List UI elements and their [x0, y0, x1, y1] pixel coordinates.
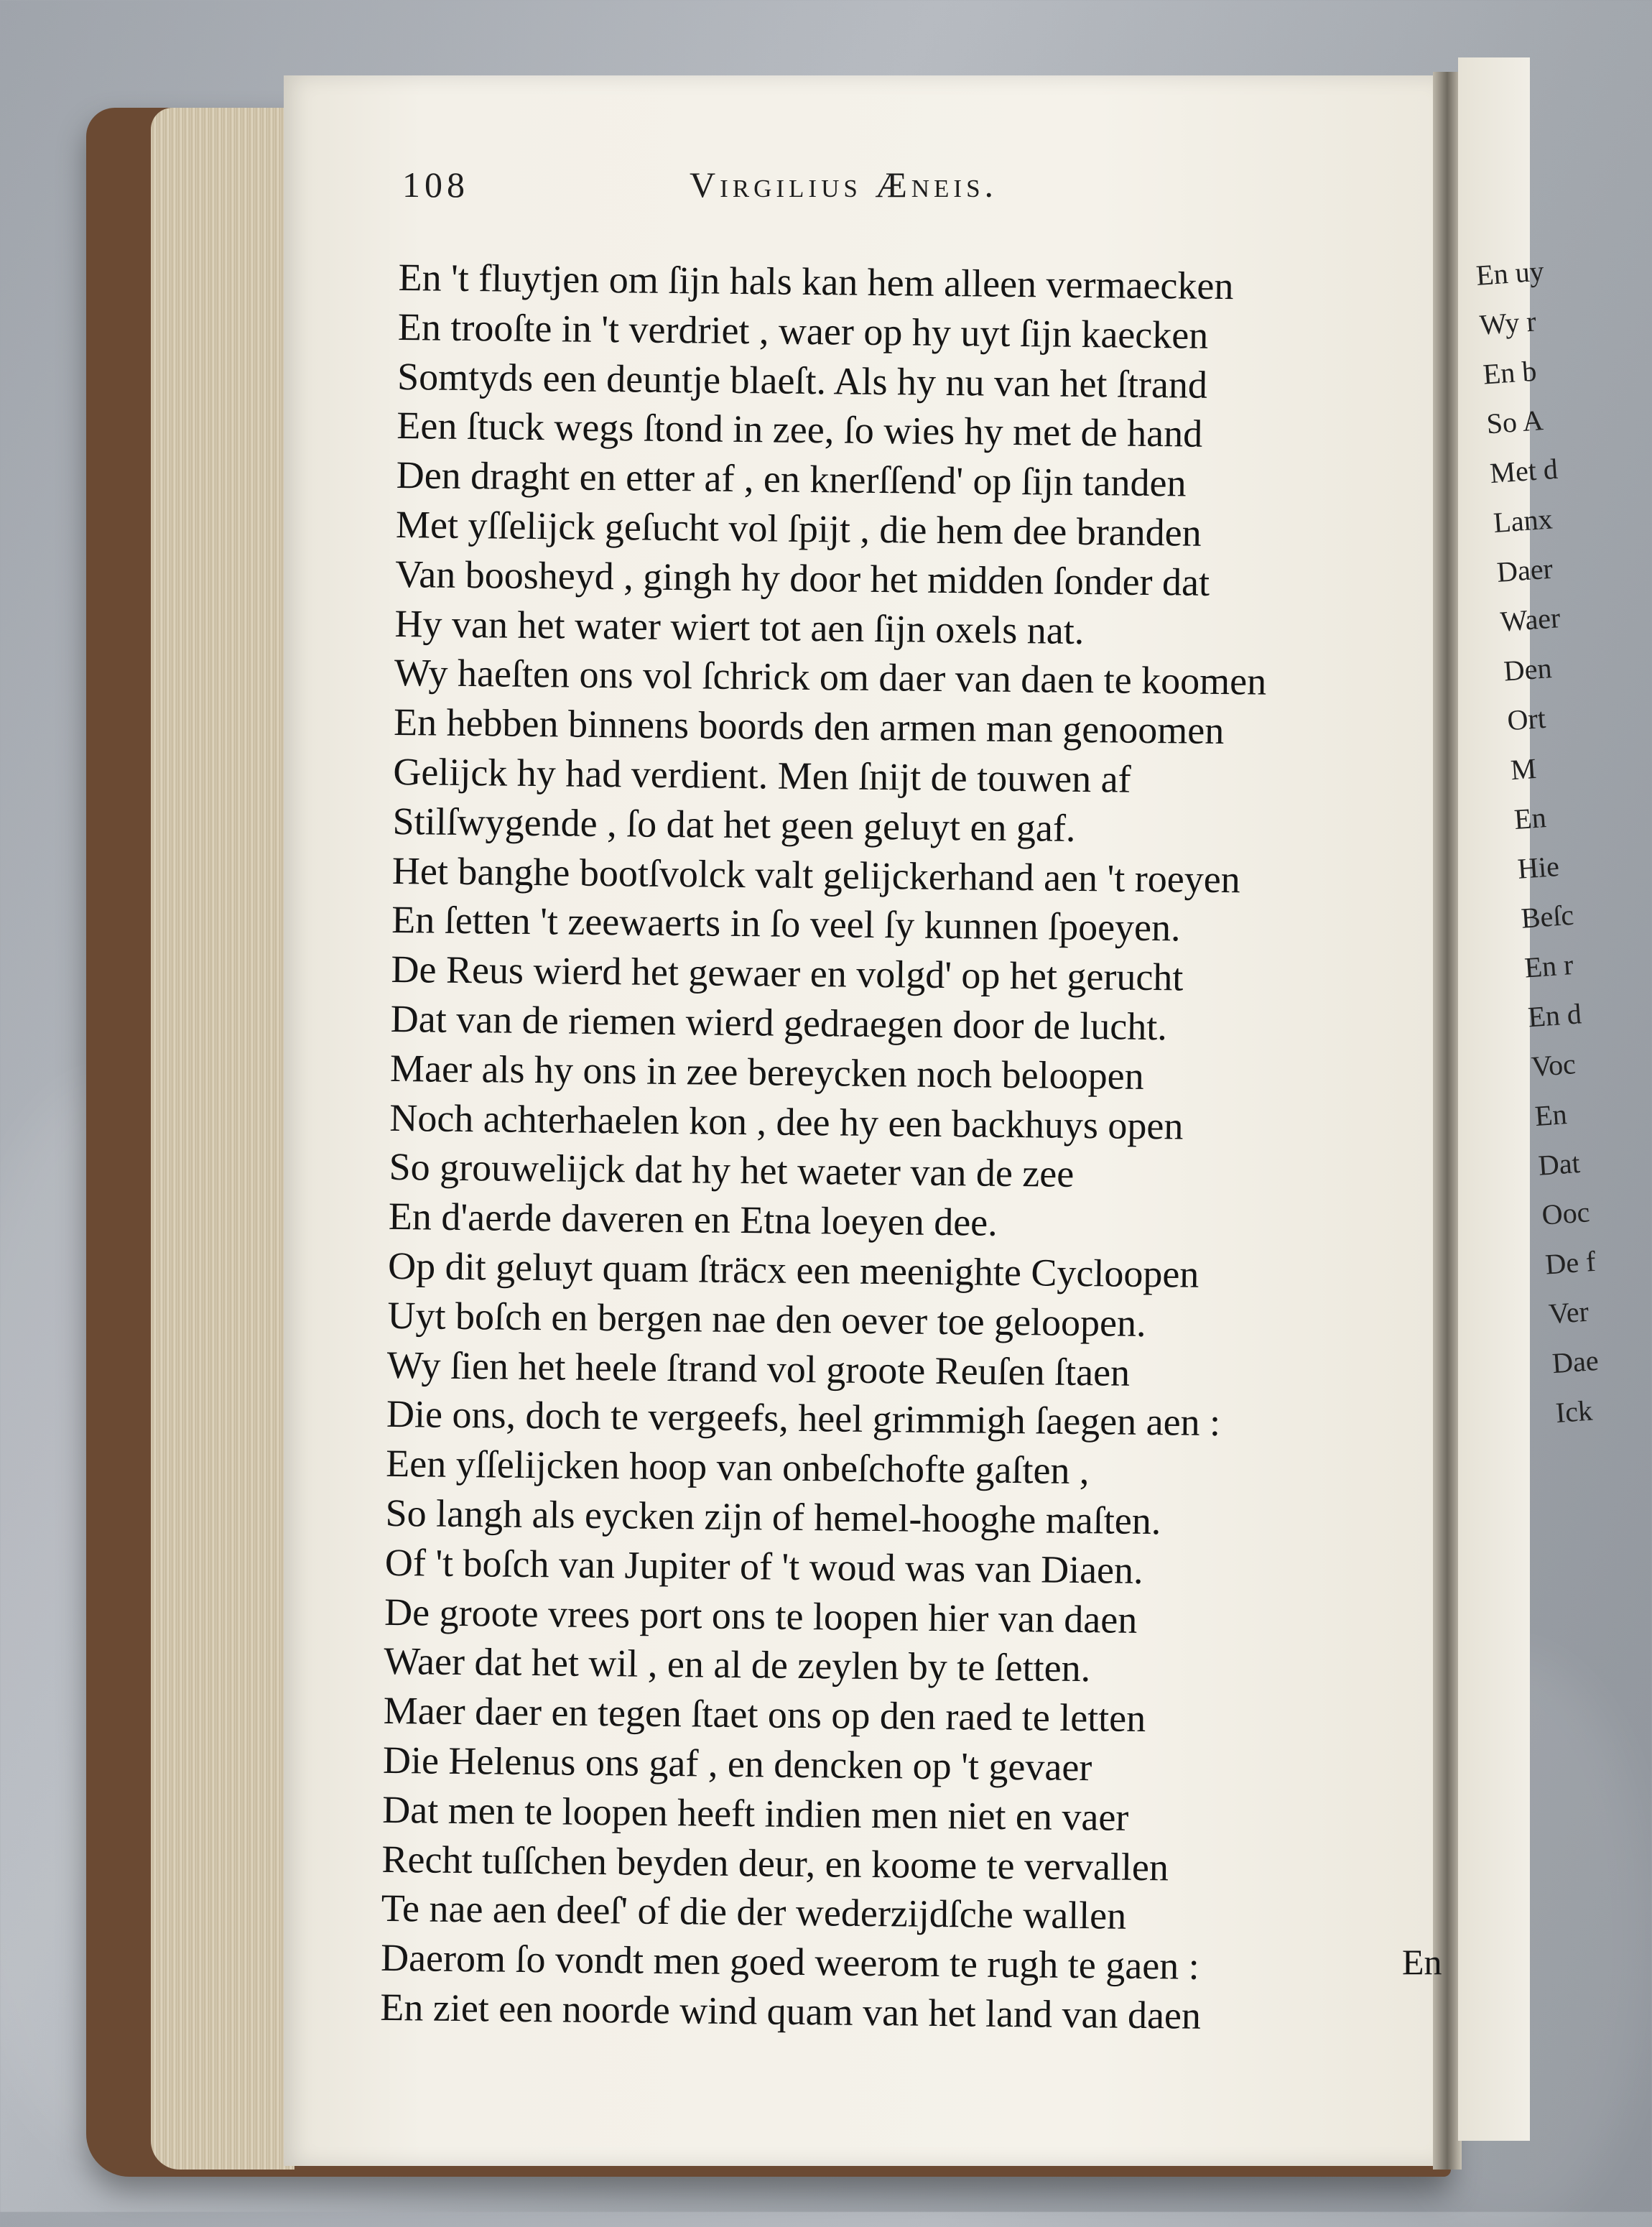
verse-line: En d'aerde daveren en Etna loeyen dee.	[388, 1195, 998, 1244]
verse-line: En trooſte in 't verdriet , waer op hy uyt ſijn kaecken	[397, 305, 1209, 357]
facing-page-fragment: Waer	[1499, 601, 1561, 638]
verse-line: En ziet een noorde wind quam van het land van daen	[380, 1985, 1202, 2037]
verse-line: Wy ſien het heele ſtrand vol groote Reuſen ſtaen	[386, 1343, 1131, 1394]
facing-page-fragment: En	[1533, 1098, 1568, 1133]
facing-page-fragment: Hie	[1516, 849, 1561, 885]
verse-line: Stilſwygende , ſo dat het geen geluyt en gaf.	[392, 799, 1076, 850]
page-edges	[151, 108, 294, 2170]
catchword: En	[1402, 1942, 1442, 1982]
verse-text	[380, 253, 1419, 2042]
facing-page-fragment: De f	[1544, 1244, 1597, 1281]
verse-line: De Reus wierd het gewaer en volgd' op het gerucht	[391, 948, 1184, 999]
verse-line: Die Helenus ons gaf , en dencken op 't gevaer	[382, 1738, 1092, 1790]
verse-line: Op dit geluyt quam ſträcx een meenighte Cycloopen	[387, 1244, 1199, 1296]
verse-line: Die ons, doch te vergeefs, heel grimmigh ſaegen aen :	[386, 1392, 1221, 1445]
verse-line: Wy haeſten ons vol ſchrick om daer van daen te koomen	[394, 651, 1267, 704]
verse-line: De groote vrees port ons te loopen hier van daen	[384, 1590, 1138, 1642]
verse-line: Uyt boſch en bergen nae den oever toe geloopen.	[387, 1293, 1146, 1345]
verse-line: En hebben binnens boords den armen man genoomen	[393, 700, 1225, 753]
facing-page-fragment: Daer	[1495, 552, 1554, 588]
facing-page-fragment: Met d	[1488, 452, 1559, 490]
verse-line: Een yſſelijcken hoop van onbeſchofte gaſten ,	[386, 1442, 1090, 1493]
facing-page	[1458, 57, 1600, 2141]
facing-page-fragment: Voc	[1530, 1047, 1577, 1083]
verse-line: Hy van het water wiert tot aen ſijn oxels nat.	[394, 601, 1085, 652]
facing-page-fragment: Den	[1503, 652, 1553, 687]
verse-line: Een ſtuck wegs ſtond in zee, ſo wies hy met de hand	[396, 404, 1203, 456]
verse-line: Te nae aen deeſ' of die der wederzijdſche wallen	[381, 1886, 1127, 1938]
verse-line: Recht tuſſchen beyden deur, en koome te vervallen	[381, 1837, 1169, 1889]
verse-line: Noch achterhaelen kon , dee hy een backhuys open	[389, 1096, 1184, 1148]
verse-line: Maer als hy ons in zee bereycken noch beloopen	[389, 1046, 1144, 1098]
verse-line: Met yſſelijck geſucht vol ſpijt , die hem dee branden	[395, 502, 1202, 555]
book-gutter	[1433, 72, 1462, 2170]
page-number: 108	[402, 165, 469, 205]
facing-page-fragment: En uy	[1475, 254, 1546, 292]
verse-line: Dat men te loopen heeft indien men niet en vaer	[381, 1787, 1129, 1839]
facing-page-fragment: Ver	[1547, 1295, 1590, 1330]
verse-line: Daerom ſo vondt men goed weerom te rugh te gaen :	[380, 1935, 1200, 1988]
verse-line: Somtyds een deuntje blaeſt. Als hy nu van het ſtrand	[396, 354, 1208, 407]
verse-line: Den draght en etter af , en knerſſend' op ſijn tanden	[396, 453, 1187, 505]
verse-line: Dat van de riemen wierd gedraegen door de lucht.	[390, 996, 1168, 1049]
facing-page-fragment: Dae	[1551, 1343, 1600, 1380]
facing-page-fragment: Ick	[1554, 1394, 1594, 1430]
verse-line: En 't fluytjen om ſijn hals kan hem alleen vermaecken	[398, 255, 1234, 308]
facing-page-fragment: Lanx	[1492, 502, 1554, 540]
facing-page-fragment: En r	[1523, 948, 1574, 984]
facing-page-fragment: Dat	[1537, 1146, 1582, 1182]
facing-page-fragment: Wy r	[1478, 305, 1538, 341]
facing-page-fragment: Beſc	[1520, 898, 1575, 935]
running-head-title: Virgilius Æneis.	[690, 165, 998, 205]
verse-line: So langh als eycken zijn of hemel-hooghe maſten.	[385, 1491, 1161, 1543]
verse-line: Van boosheyd , gingh hy door het midden ſonder dat	[395, 552, 1210, 604]
facing-page-fragment: Ooc	[1541, 1195, 1591, 1231]
verse-line: En ſetten 't zeewaerts in ſo veel ſy kunnen ſpoeyen.	[391, 898, 1181, 950]
facing-page-fragment: M	[1509, 751, 1538, 787]
verse-line: Gelijck hy had verdient. Men ſnijt de touwen af	[393, 749, 1131, 801]
facing-page-fragment: So A	[1485, 404, 1544, 440]
facing-page-fragment: En b	[1482, 354, 1538, 391]
verse-line: Waer dat het wil , en al de zeylen by te ſetten.	[384, 1639, 1091, 1690]
verse-line: Of 't boſch van Jupiter of 't woud was van Diaen.	[384, 1540, 1143, 1592]
facing-page-fragment: Ort	[1505, 701, 1547, 737]
facing-page-fragments	[1458, 52, 1626, 1437]
verse-line: Maer daer en tegen ſtaet ons op den raed te letten	[383, 1688, 1146, 1741]
facing-page-fragment: En d	[1526, 997, 1583, 1034]
verse-line: Het banghe bootſvolck valt gelijckerhand aen 't roeyen	[391, 848, 1241, 901]
facing-page-fragment: En	[1513, 801, 1548, 836]
verse-line: So grouwelijck dat hy het waeter van de zee	[389, 1145, 1075, 1196]
